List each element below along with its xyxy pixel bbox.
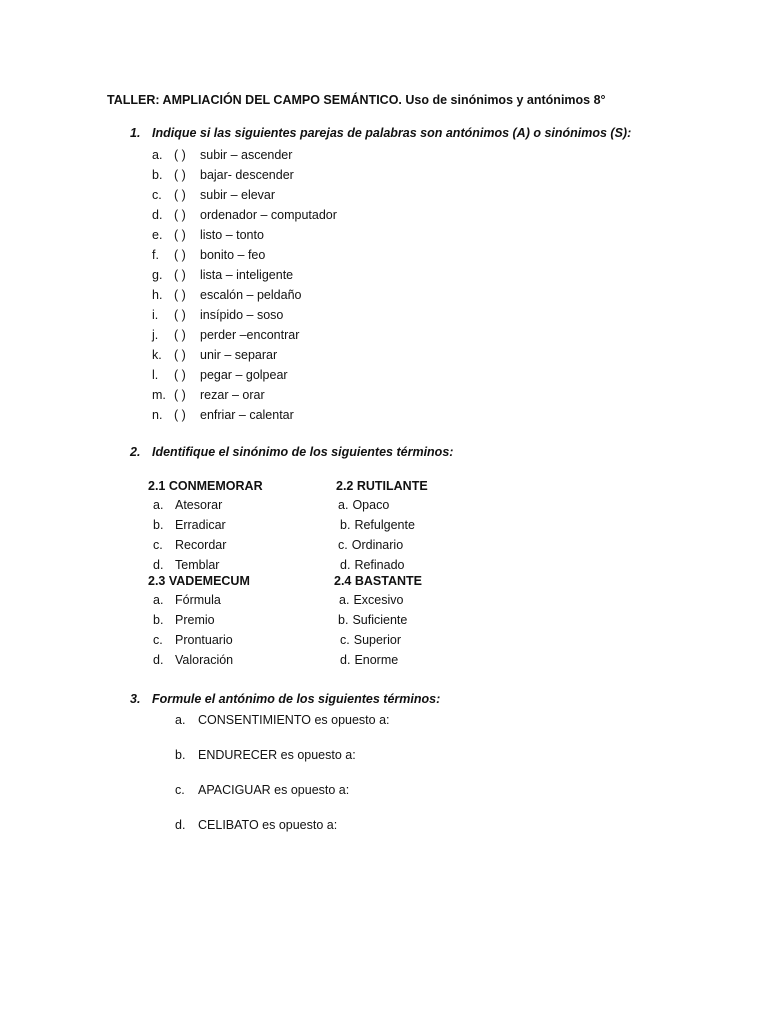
option-text: Valoración [175,653,234,667]
option-text: Suficiente [352,613,408,627]
word-pair: ordenador – computador [200,208,337,222]
antonym-prompt: APACIGUAR es opuesto a: [198,783,350,797]
list-item [152,285,337,305]
option-letter: d. [340,653,351,667]
option-letter: b. [338,613,349,627]
list-item [152,165,337,185]
item-letter: h. [152,288,163,302]
list-item [148,495,263,515]
word-pair: subir – ascender [200,148,293,162]
list-item [152,305,337,325]
item-letter: m. [152,388,166,402]
list-item [152,405,337,425]
item-letter: j. [152,328,159,342]
option-text: Recordar [175,538,227,552]
group-title: 2.4 BASTANTE [334,574,422,588]
synonym-group-rutilante [336,477,428,575]
synonym-group-vademecum [148,572,250,670]
item-letter: c. [152,188,162,202]
question-1-heading [130,126,631,140]
option-text: Temblar [175,558,220,572]
option-letter: b. [340,518,351,532]
item-letter: e. [152,228,163,242]
list-item [152,225,337,245]
list-item [148,630,250,650]
list-item [175,746,390,781]
antonym-prompt: ENDURECER es opuesto a: [198,748,356,762]
item-letter: k. [152,348,162,362]
worksheet-title: TALLER: AMPLIACIÓN DEL CAMPO SEMÁNTICO. Uso de sinónimos y antónimos 8° [107,93,606,107]
answer-blank: ( ) [174,248,186,262]
item-letter: d. [175,818,186,832]
list-item [148,650,250,670]
item-letter: n. [152,408,163,422]
option-letter: d. [153,653,164,667]
group-title: 2.3 VADEMECUM [148,574,250,588]
list-item [148,535,263,555]
option-letter: a. [153,593,164,607]
item-letter: l. [152,368,159,382]
option-text: Prontuario [175,633,233,647]
question-1-number: 1. [130,126,141,140]
option-text: Refinado [354,558,405,572]
option-text: Refulgente [354,518,415,532]
list-item [152,145,337,165]
list-item [152,265,337,285]
list-item [148,590,250,610]
list-item [148,515,263,535]
answer-blank: ( ) [174,148,186,162]
question-3-number: 3. [130,692,141,706]
option-text: Superior [353,633,401,647]
synonym-group-conmemorar [148,477,263,575]
list-item [175,781,390,816]
option-letter: c. [338,538,348,552]
synonym-group-bastante [334,572,422,670]
list-item [336,535,428,555]
option-text: Atesorar [175,498,223,512]
answer-blank: ( ) [174,348,186,362]
list-item [334,590,422,610]
answer-blank: ( ) [174,188,186,202]
item-letter: a. [152,148,163,162]
word-pair: lista – inteligente [200,268,294,282]
antonym-prompt: CELIBATO es opuesto a: [198,818,338,832]
word-pair: subir – elevar [200,188,276,202]
list-item [334,610,422,630]
option-letter: c. [153,538,163,552]
answer-blank: ( ) [174,228,186,242]
question-2-heading [130,445,453,459]
option-letter: b. [153,518,164,532]
group-title: 2.1 CONMEMORAR [148,479,263,493]
option-letter: c. [340,633,350,647]
list-item [334,630,422,650]
answer-blank: ( ) [174,368,186,382]
list-item [152,205,337,225]
option-letter: a. [338,498,349,512]
list-item [175,816,390,851]
question-2-number: 2. [130,445,141,459]
list-item [148,610,250,630]
option-letter: d. [153,558,164,572]
word-pair: pegar – golpear [200,368,288,382]
option-text: Enorme [354,653,399,667]
item-letter: g. [152,268,163,282]
option-text: Excesivo [353,593,404,607]
option-letter: b. [153,613,164,627]
answer-blank: ( ) [174,168,186,182]
answer-blank: ( ) [174,388,186,402]
word-pair: escalón – peldaño [200,288,302,302]
option-text: Ordinario [351,538,404,552]
question-1-text: Indique si las siguientes parejas de palabras son antónimos (A) o sinónimos (S): [152,126,632,140]
item-letter: f. [152,248,159,262]
question-1-list [152,145,337,425]
question-3-list [175,711,390,851]
item-letter: d. [152,208,163,222]
list-item [175,711,390,746]
answer-blank: ( ) [174,408,186,422]
option-text: Premio [175,613,215,627]
option-text: Erradicar [175,518,226,532]
item-letter: i. [152,308,159,322]
word-pair: rezar – orar [200,388,265,402]
list-item [336,495,428,515]
answer-blank: ( ) [174,208,186,222]
list-item [152,365,337,385]
group-title: 2.2 RUTILANTE [336,479,428,493]
question-3-heading [130,692,440,706]
word-pair: listo – tonto [200,228,264,242]
list-item [336,515,428,535]
list-item [152,325,337,345]
item-letter: c. [175,783,185,797]
word-pair: enfriar – calentar [200,408,294,422]
list-item [152,245,337,265]
antonym-prompt: CONSENTIMIENTO es opuesto a: [198,713,390,727]
item-letter: b. [175,748,186,762]
list-item [334,650,422,670]
list-item [152,185,337,205]
answer-blank: ( ) [174,308,186,322]
word-pair: perder –encontrar [200,328,300,342]
option-letter: d. [340,558,351,572]
option-letter: a. [339,593,350,607]
word-pair: bajar- descender [200,168,294,182]
list-item [152,345,337,365]
option-letter: c. [153,633,163,647]
option-text: Opaco [352,498,390,512]
question-2-text: Identifique el sinónimo de los siguientes términos: [152,445,454,459]
answer-blank: ( ) [174,268,186,282]
answer-blank: ( ) [174,328,186,342]
answer-blank: ( ) [174,288,186,302]
word-pair: unir – separar [200,348,278,362]
list-item [152,385,337,405]
word-pair: insípido – soso [200,308,284,322]
option-letter: a. [153,498,164,512]
word-pair: bonito – feo [200,248,266,262]
option-text: Fórmula [175,593,221,607]
item-letter: a. [175,713,186,727]
item-letter: b. [152,168,163,182]
question-3-text: Formule el antónimo de los siguientes términos: [152,692,441,706]
